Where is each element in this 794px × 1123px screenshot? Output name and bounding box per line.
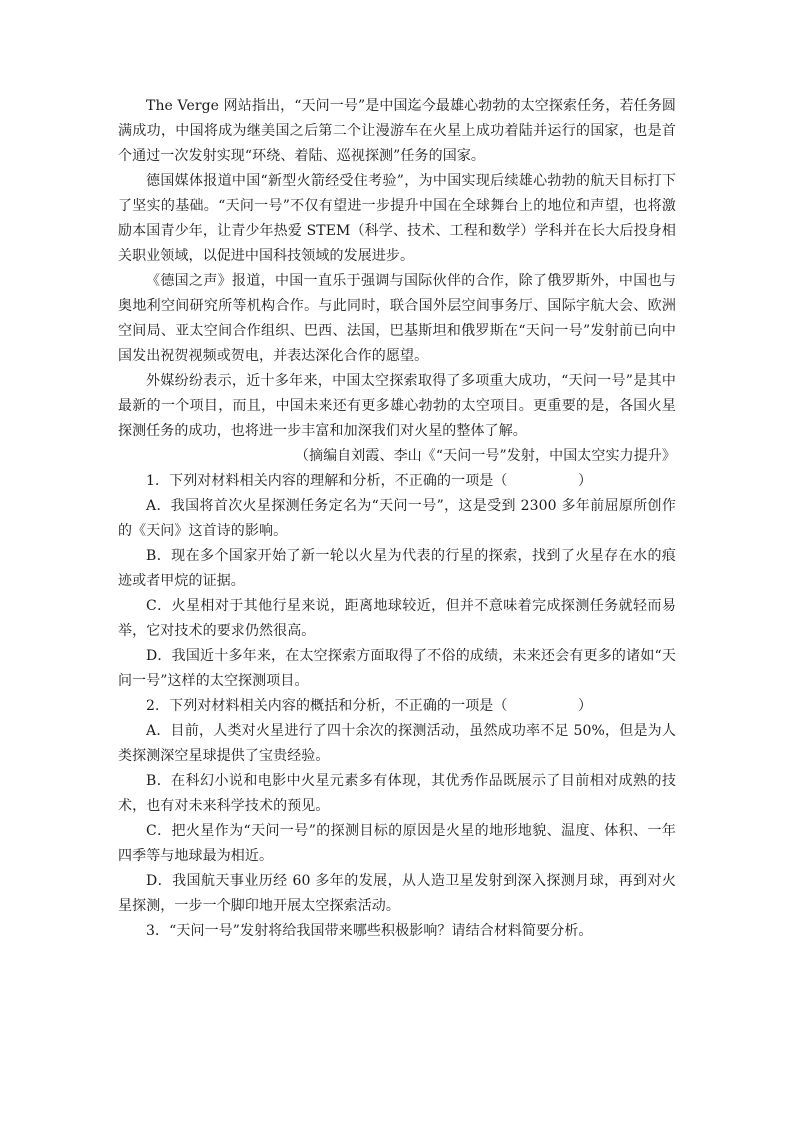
- question-1: 1．下列对材料相关内容的理解和分析，不正确的一项是（ ）: [146, 473, 593, 489]
- question-1-option-a: A．我国将首次火星探测任务定名为“天问一号”，这是受到 2300 多年前屈原所创作的《天问》这首诗的影响。: [118, 498, 676, 539]
- paragraph-deutsche-welle: 《德国之声》报道，中国一直乐于强调与国际伙伴的合作，除了俄罗斯外，中国也与奥地利空间研究所等机构合作。与此同时，联合国外层空间事务厅、国际宇航大会、欧洲空间局、亚太空间合作组织、巴西、法国，巴基斯坦和俄罗斯在“天问一号”发射前已向中国发出祝贺视频或贺电，并表达深化合作的愿望。: [118, 273, 676, 364]
- question-2-option-a: A．目前，人类对火星进行了四十余次的探测活动，虽然成功率不足 50%，但是为人类探测深空星球提供了宝贵经验。: [118, 723, 676, 764]
- paragraph-foreign-media: 外媒纷纷表示，近十多年来，中国太空探索取得了多项重大成功，“天问一号”是其中最新的一个项目，而且，中国未来还有更多雄心勃勃的太空项目。更重要的是，各国火星探测任务的成功，也将进一步丰富和加深我们对火星的整体了解。: [118, 373, 676, 439]
- paragraph-the-verge: The Verge 网站指出，“天问一号”是中国迄今最雄心勃勃的太空探索任务，若任务圆满成功，中国将成为继美国之后第二个让漫游车在火星上成功着陆并运行的国家，也是首个通过一次发射实现“环绕、着陆、巡视探测”任务的国家。: [118, 98, 676, 164]
- question-3: 3．“天问一号”发射将给我国带来哪些积极影响？请结合材料简要分析。: [146, 923, 593, 939]
- question-1-option-c: C．火星相对于其他行星来说，距离地球较近，但并不意味着完成探测任务就轻而易举，它对技术的要求仍然很高。: [118, 598, 676, 639]
- paragraph-german-media: 德国媒体报道中国“新型火箭经受住考验”，为中国实现后续雄心勃勃的航天目标打下了坚实的基础。“天问一号”不仅有望进一步提升中国在全球舞台上的地位和声望，也将激励本国青少年，让青少年热爱 STEM（科学、技术、工程和数学）学科并在长大后投身相关职业领域，以促进中国科技领域的发展进步。: [118, 173, 676, 264]
- question-2: 2．下列对材料相关内容的概括和分析，不正确的一项是（ ）: [146, 698, 593, 714]
- question-1-option-d: D．我国近十多年来，在太空探索方面取得了不俗的成绩，未来还会有更多的诸如“天问一号”这样的太空探测项目。: [118, 648, 676, 689]
- source-citation: （摘编自刘霞、李山《“天问一号”发射，中国太空实力提升》: [294, 448, 676, 464]
- question-2-option-d: D．我国航天事业历经 60 多年的发展，从人造卫星发射到深入探测月球，再到对火星探测，一步一个脚印地开展太空探索活动。: [118, 873, 676, 914]
- question-2-option-b: B．在科幻小说和电影中火星元素多有体现，其优秀作品既展示了目前相对成熟的技术，也有对未来科学技术的预见。: [118, 773, 676, 814]
- question-1-option-b: B．现在多个国家开始了新一轮以火星为代表的行星的探索，找到了火星存在水的痕迹或者甲烷的证据。: [118, 548, 676, 589]
- question-2-option-c: C．把火星作为“天问一号”的探测目标的原因是火星的地形地貌、温度、体积、一年四季等与地球最为相近。: [118, 823, 676, 864]
